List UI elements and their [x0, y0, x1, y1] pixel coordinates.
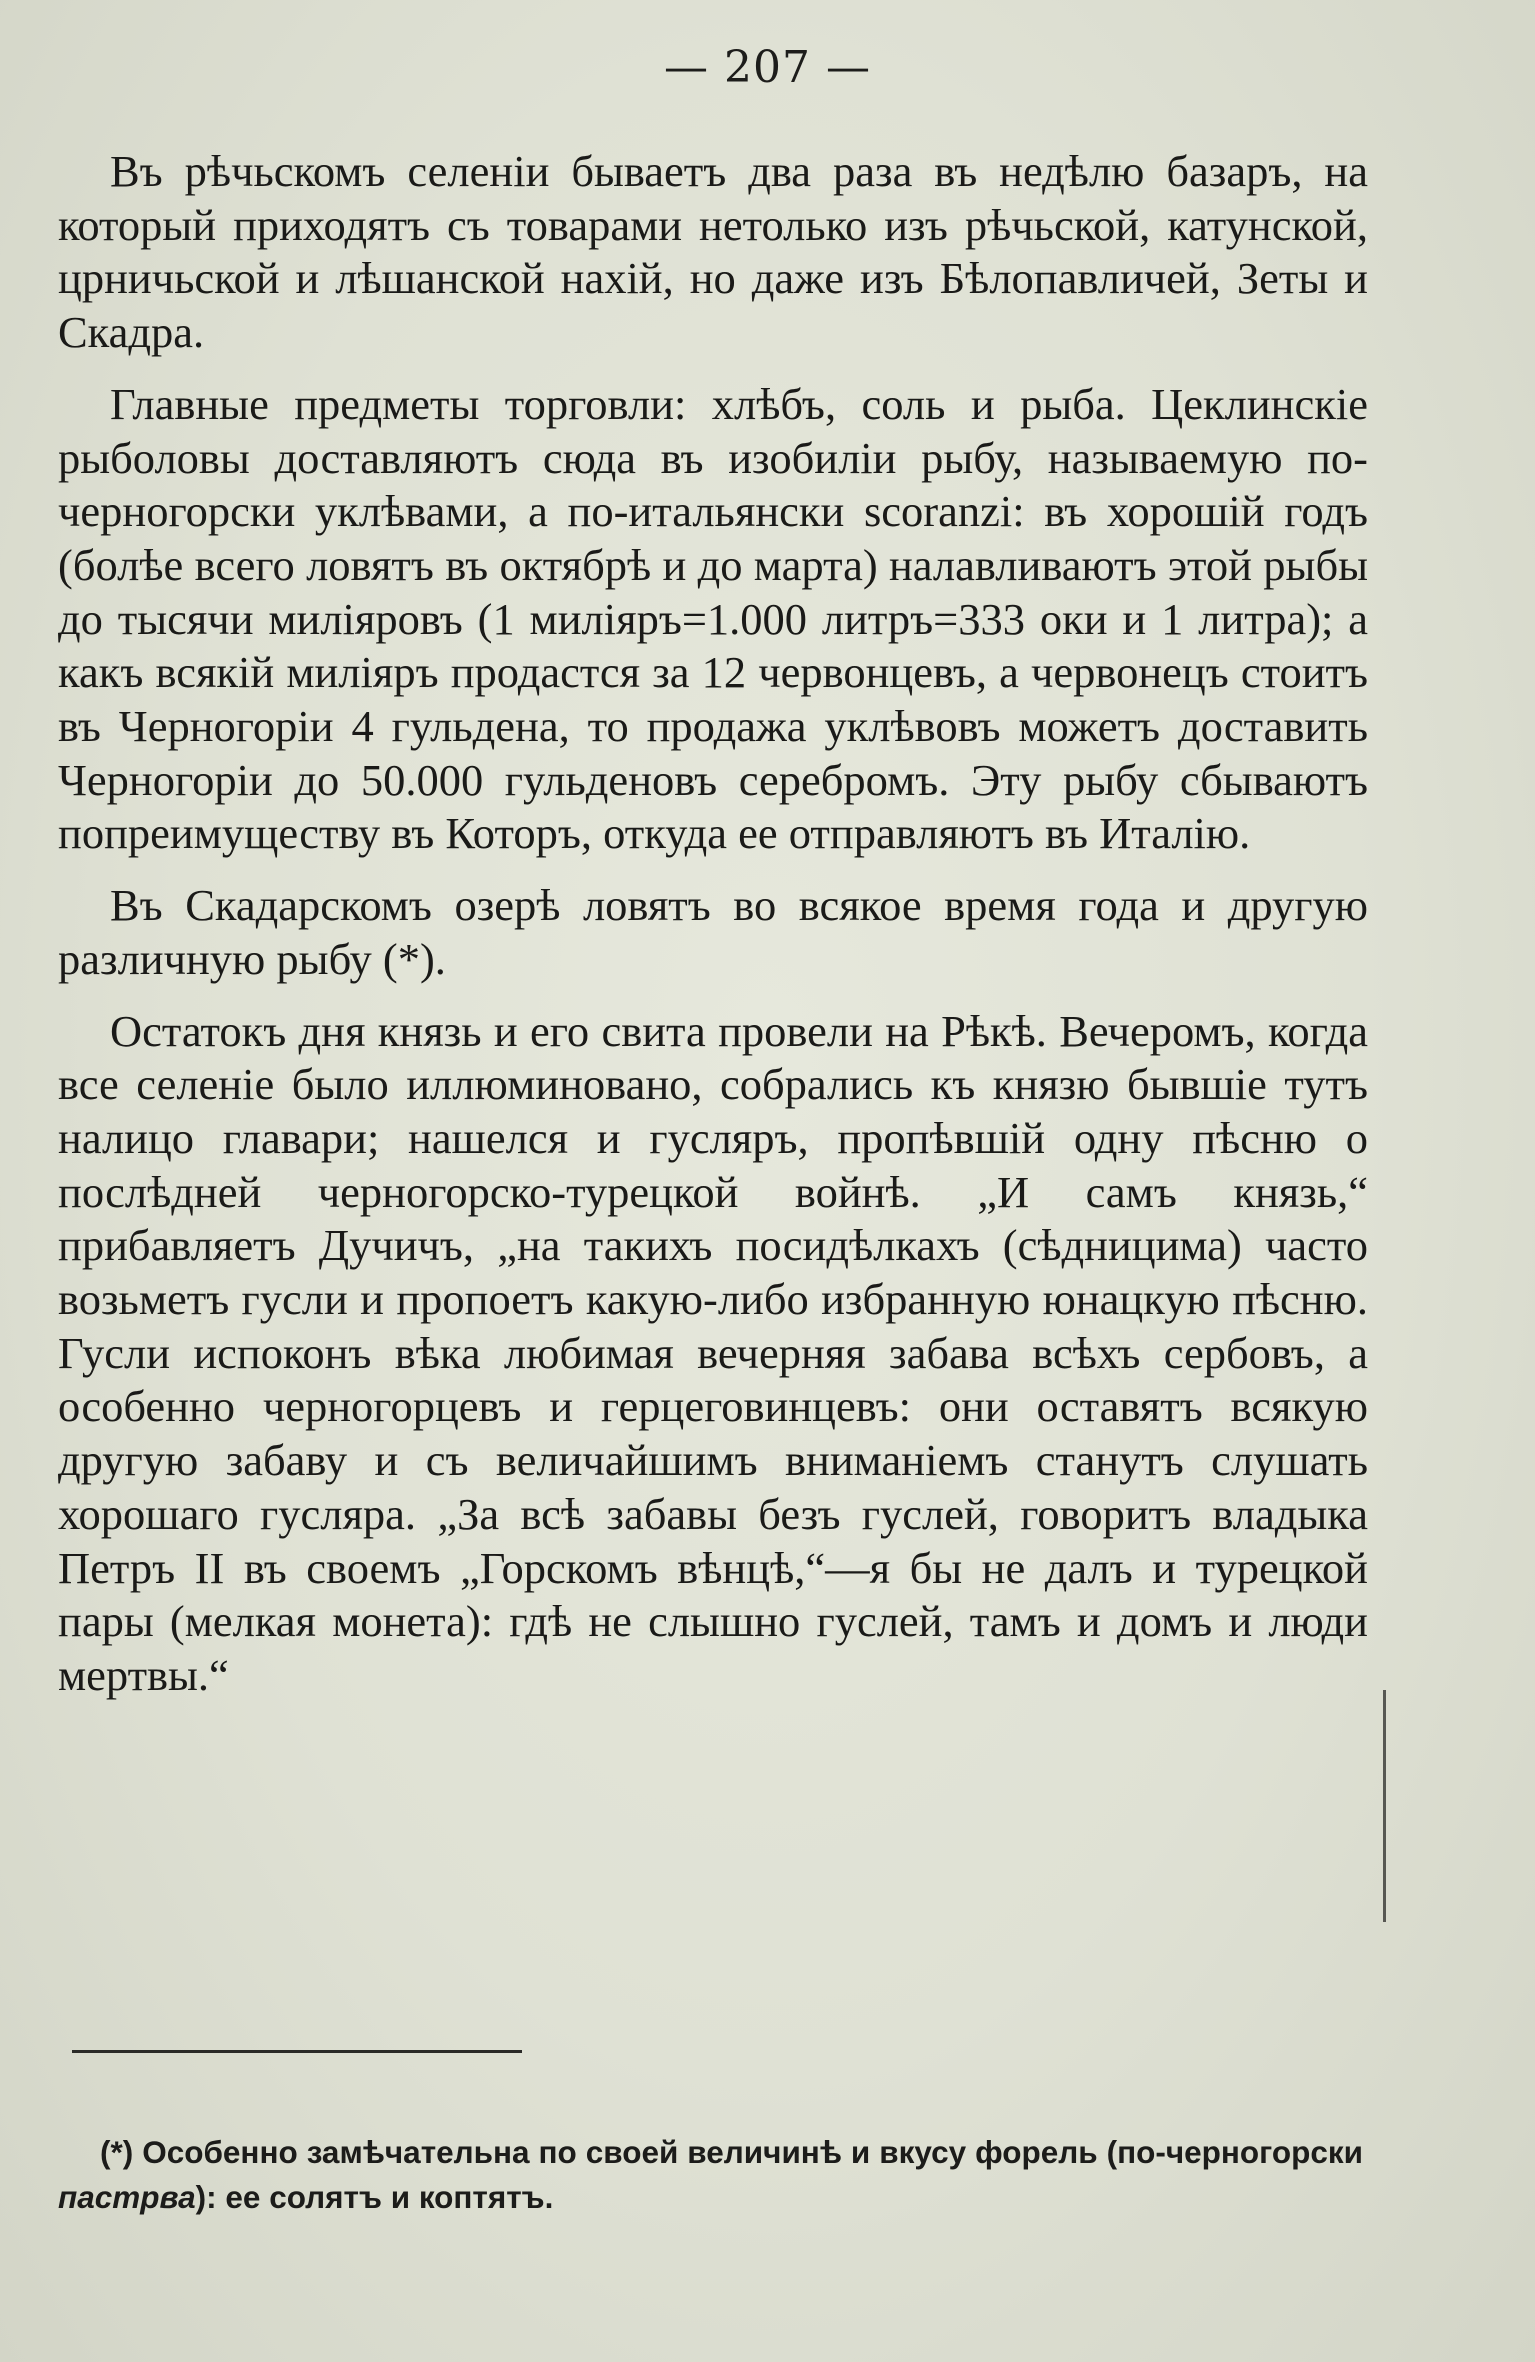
- page-number: — 207 —: [664, 42, 871, 93]
- footnote-emphasis: пастрва: [58, 2179, 196, 2215]
- footnote: [58, 2130, 1363, 2220]
- paragraph-market: Въ рѣчьскомъ селеніи бываетъ два раза въ недѣлю базаръ, на который приходятъ съ товарами нетолько изъ рѣчьской, катунской, црничьской и лѣшанской нахій, но даже изъ Бѣлопавличей, Зеты и Скадра.: [58, 146, 1368, 358]
- footnote-text: [58, 2130, 1363, 2220]
- margin-mark: [1383, 1690, 1386, 1922]
- paragraph-trade: Главные предметы торговли: хлѣбъ, соль и рыба. Цеклинскіе рыболовы доставляютъ сюда въ изобиліи рыбу, называемую по-черногорски уклѣвами, а по-итальянски scoranzi: въ хорошій годъ (болѣе всего ловятъ въ октябрѣ и до марта) налавливаютъ этой рыбы до тысячи миліяровъ (1 миліяръ=1.000 литръ=333 оки и 1 литра); а какъ всякій миліяръ продастся за 12 червонцевъ, а червонецъ стоитъ въ Черногоріи 4 гульдена, то продажа уклѣвовъ можетъ доставить Черногоріи до 50.000 гульденовъ серебромъ. Эту рыбу сбываютъ попреимуществу въ Которъ, откуда ее отправляютъ въ Италію.: [58, 378, 1368, 859]
- footnote-divider: [72, 2050, 522, 2053]
- footnote-text-after: ): ее солятъ и коптятъ.: [195, 2179, 554, 2215]
- main-text: [58, 145, 1368, 1703]
- paragraph-evening-gusle: Остатокъ дня князь и его свита провели на Рѣкѣ. Вечеромъ, когда все селеніе было иллюминовано, собрались къ князю бывшіе тутъ налицо главари; нашелся и гусляръ, пропѣвшій одну пѣсню о послѣдней черногорско-турецкой войнѣ. „И самъ князь,“ прибавляетъ Дучичъ, „на такихъ посидѣлкахъ (сѣдницима) часто возьметъ гусли и пропоетъ какую-либо избранную юнацкую пѣсню. Гусли испоконъ вѣка любимая вечерняя забава всѣхъ сербовъ, а особенно черногорцевъ и герцеговинцевъ: они оставятъ всякую другую забаву и съ величайшимъ вниманіемъ станутъ слушать хорошаго гусляра. „За всѣ забавы безъ гуслей, говоритъ владыка Петръ II въ своемъ „Горскомъ вѣнцѣ,“—я бы не далъ и турецкой пары (мелкая монета): гдѣ не слышно гуслей, тамъ и домъ и люди мертвы.“: [58, 1005, 1368, 1700]
- footnote-text-before: (*) Особенно замѣчательна по своей величинѣ и вкусу форель (по-черногорски: [100, 2134, 1363, 2170]
- paragraph-lake-fishing: Въ Скадарскомъ озерѣ ловятъ во всякое время года и другую различную рыбу (*).: [58, 880, 1368, 984]
